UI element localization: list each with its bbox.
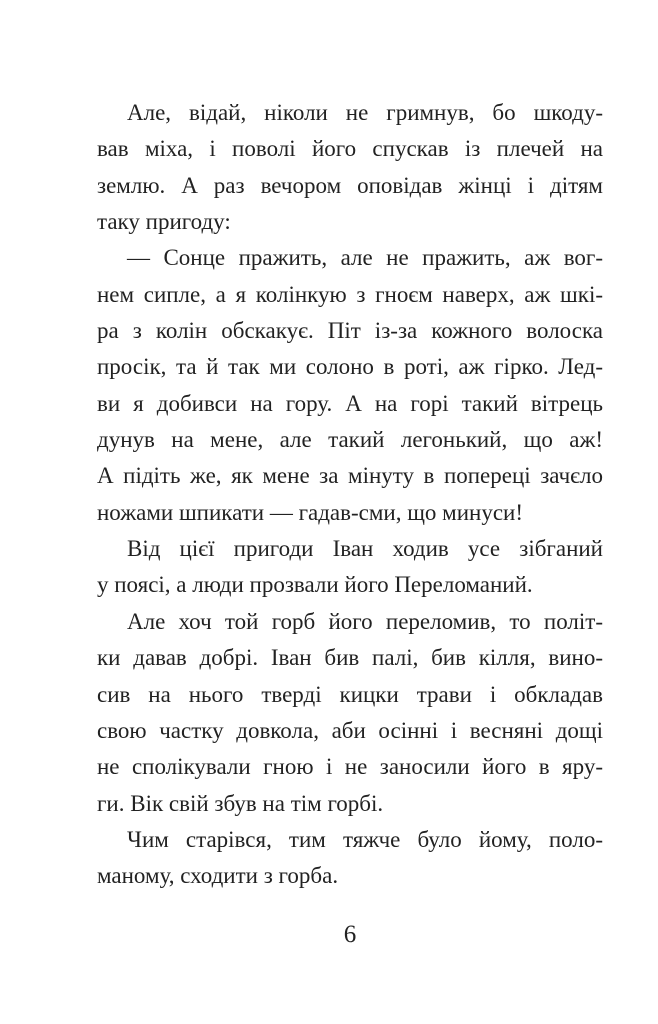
text-line: ножами шпикати — гадав-сми, що минуси! [97, 499, 524, 525]
text-line: вав міха, і поволі його спускав із плечей на [97, 136, 603, 162]
text-line: ги. Вік свій збув на тім горбі. [97, 790, 384, 816]
paragraph [97, 822, 603, 895]
text-line: ви я добивси на гору. А на горі такий вітрець [97, 390, 603, 416]
text-line: Але хоч той горб його переломив, то політ- [127, 608, 603, 634]
page-text [97, 95, 603, 895]
text-line: таку пригоду: [97, 209, 231, 235]
text-line: А підіть же, як мене за мінуту в попереці зачєло [97, 463, 603, 489]
text-line: Від цієї пригоди Іван ходив усе зібганий [127, 536, 603, 562]
text-line: ра з колін обскакує. Піт із-за кожного волоска [97, 318, 603, 344]
text-line: землю. А раз вечором оповідав жінці і дітям [97, 172, 603, 198]
paragraph [97, 95, 603, 240]
text-line: не сполікували гною і не заносили його в яру- [97, 754, 603, 780]
text-line: Але, відай, ніколи не гримнув, бо шкоду- [127, 100, 603, 125]
text-line: дунув на мене, але такий легонький, що аж! [97, 427, 603, 453]
text-line: просік, та й так ми солоно в роті, аж гірко. Лед- [97, 354, 603, 380]
text-line: маному, сходити з горба. [97, 863, 339, 889]
text-line: у поясі, а люди прозвали його Переломаний. [97, 572, 533, 598]
text-line: свою частку довкола, аби осінні і весняні дощі [97, 717, 603, 743]
page-number: 6 [343, 921, 357, 948]
text-line: Чим старівся, тим тяжче було йому, поло- [127, 826, 603, 852]
text-line: сив на нього тверді кицки трави і обкладав [97, 681, 603, 707]
text-line: нем сипле, а я колінкую з гноєм наверх, аж шкі- [97, 281, 603, 307]
text-line: — Сонце пражить, але не пражить, аж вог- [127, 245, 603, 271]
paragraph [97, 531, 603, 604]
text-line: ки давав добрі. Іван бив палі, бив кілля, вино- [97, 645, 603, 671]
paragraph [97, 604, 603, 822]
paragraph [97, 240, 603, 531]
